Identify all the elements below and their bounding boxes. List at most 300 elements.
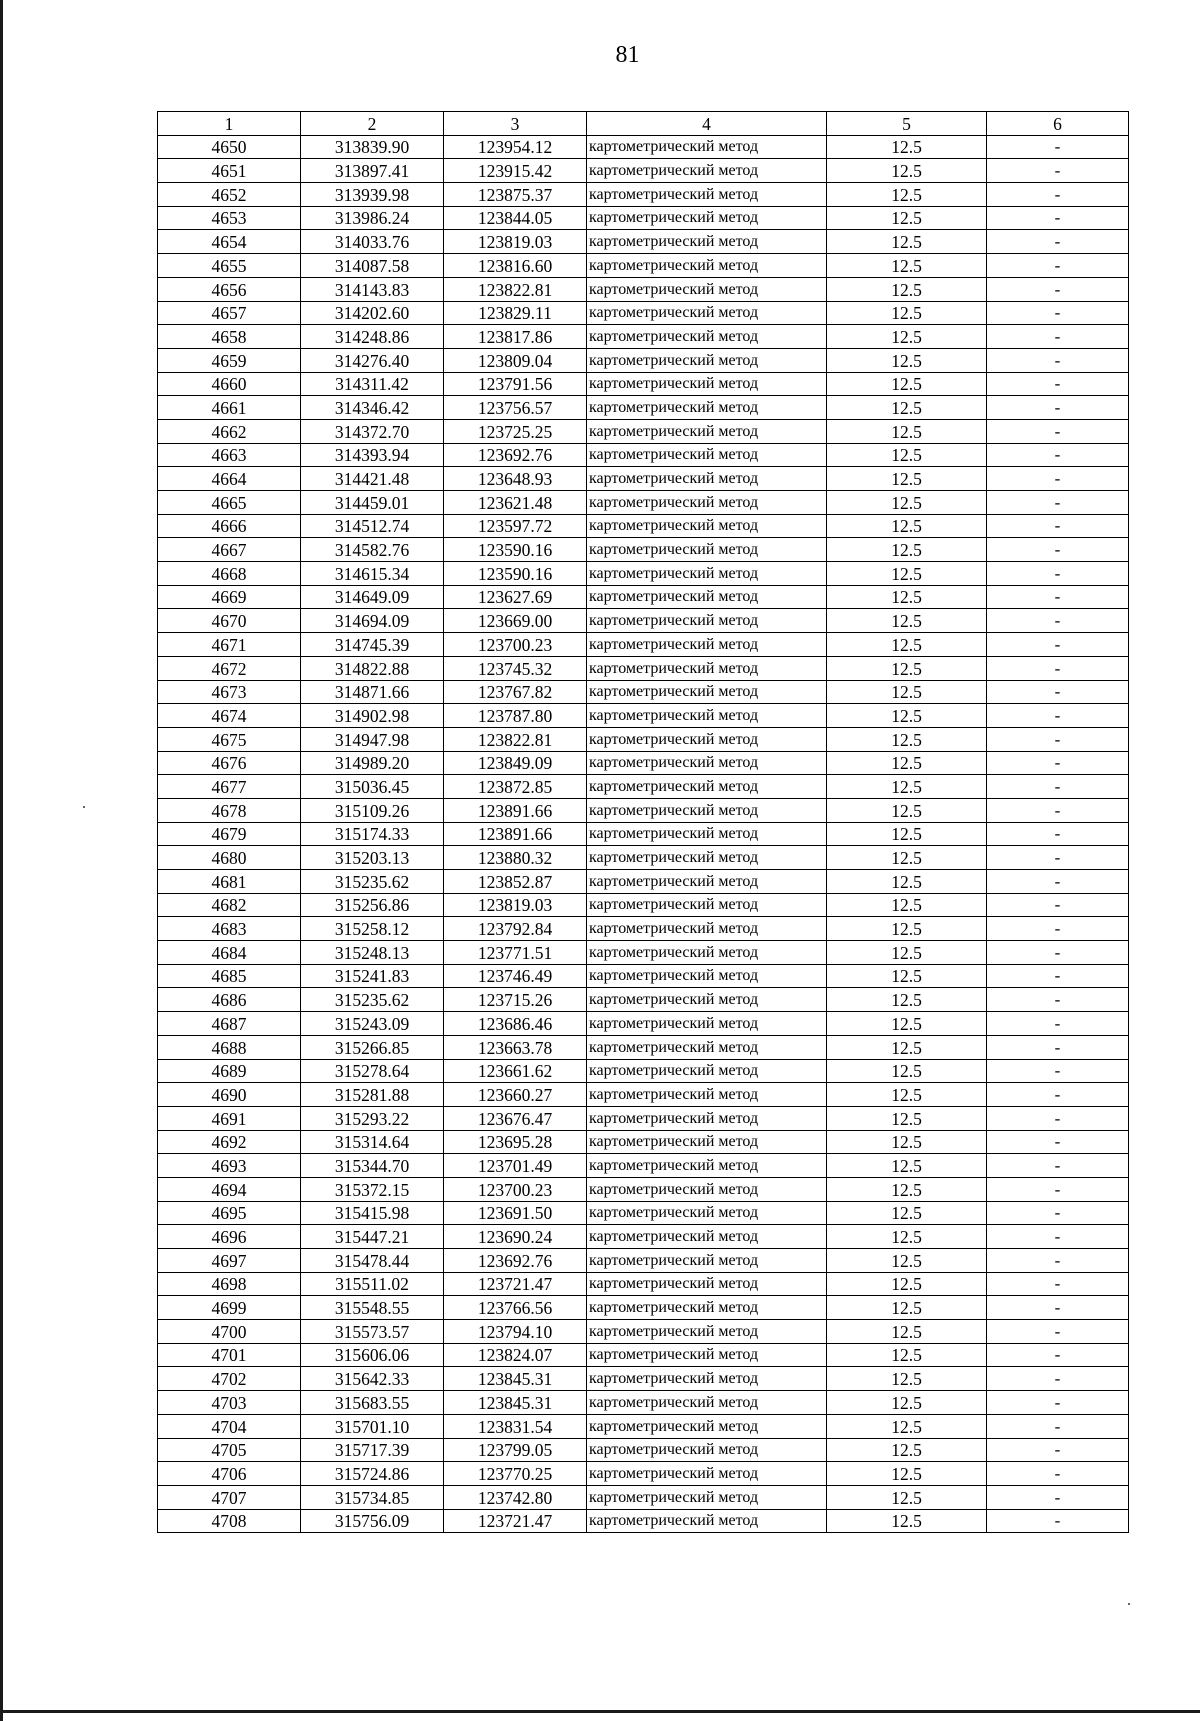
cell-method: картометрический метод [587,822,827,846]
cell-x-coordinate: 315372.15 [301,1177,444,1201]
cell-y-coordinate: 123816.60 [444,254,587,278]
cell-method: картометрический метод [587,1343,827,1367]
cell-description: - [987,325,1129,349]
cell-accuracy: 12.5 [827,562,987,586]
cell-accuracy: 12.5 [827,893,987,917]
cell-x-coordinate: 315293.22 [301,1106,444,1130]
scan-left-edge [0,0,3,1721]
cell-y-coordinate: 123692.76 [444,443,587,467]
cell-x-coordinate: 315642.33 [301,1367,444,1391]
cell-y-coordinate: 123829.11 [444,301,587,325]
cell-accuracy: 12.5 [827,1059,987,1083]
cell-description: - [987,1462,1129,1486]
cell-y-coordinate: 123746.49 [444,964,587,988]
cell-accuracy: 12.5 [827,1201,987,1225]
table-row [158,206,1129,230]
cell-method: картометрический метод [587,680,827,704]
cell-point-number: 4664 [158,467,301,491]
cell-method: картометрический метод [587,1201,827,1225]
cell-accuracy: 12.5 [827,206,987,230]
cell-description: - [987,443,1129,467]
cell-method: картометрический метод [587,609,827,633]
table-row [158,964,1129,988]
cell-description: - [987,1083,1129,1107]
table-row [158,751,1129,775]
cell-y-coordinate: 123663.78 [444,1035,587,1059]
cell-method: картометрический метод [587,1462,827,1486]
cell-description: - [987,917,1129,941]
cell-method: картометрический метод [587,1059,827,1083]
column-header-x-coordinate: 2 [301,112,444,136]
table-row [158,491,1129,515]
cell-description: - [987,1367,1129,1391]
cell-y-coordinate: 123721.47 [444,1509,587,1533]
cell-x-coordinate: 315701.10 [301,1414,444,1438]
cell-method: картометрический метод [587,443,827,467]
cell-description: - [987,798,1129,822]
cell-description: - [987,656,1129,680]
cell-x-coordinate: 314871.66 [301,680,444,704]
cell-accuracy: 12.5 [827,159,987,183]
cell-description: - [987,1343,1129,1367]
cell-y-coordinate: 123590.16 [444,562,587,586]
cell-accuracy: 12.5 [827,680,987,704]
cell-y-coordinate: 123822.81 [444,277,587,301]
cell-point-number: 4674 [158,704,301,728]
table-row [158,798,1129,822]
cell-x-coordinate: 315717.39 [301,1438,444,1462]
cell-y-coordinate: 123844.05 [444,206,587,230]
table-row [158,419,1129,443]
cell-y-coordinate: 123849.09 [444,751,587,775]
cell-method: картометрический метод [587,917,827,941]
cell-description: - [987,727,1129,751]
page-number: 81 [615,42,640,68]
cell-x-coordinate: 314582.76 [301,538,444,562]
cell-y-coordinate: 123819.03 [444,893,587,917]
table-row [158,1367,1129,1391]
cell-method: картометрический метод [587,1035,827,1059]
cell-y-coordinate: 123756.57 [444,396,587,420]
cell-method: картометрический метод [587,1509,827,1533]
column-header-accuracy: 5 [827,112,987,136]
cell-point-number: 4665 [158,491,301,515]
cell-y-coordinate: 123845.31 [444,1391,587,1415]
cell-x-coordinate: 315203.13 [301,846,444,870]
cell-accuracy: 12.5 [827,1438,987,1462]
cell-description: - [987,135,1129,159]
cell-x-coordinate: 315256.86 [301,893,444,917]
cell-accuracy: 12.5 [827,1485,987,1509]
cell-x-coordinate: 314248.86 [301,325,444,349]
cell-point-number: 4702 [158,1367,301,1391]
cell-x-coordinate: 315573.57 [301,1320,444,1344]
cell-point-number: 4707 [158,1485,301,1509]
cell-x-coordinate: 314372.70 [301,419,444,443]
cell-method: картометрический метод [587,491,827,515]
cell-y-coordinate: 123872.85 [444,775,587,799]
cell-y-coordinate: 123771.51 [444,941,587,965]
column-header-description: 6 [987,112,1129,136]
cell-method: картометрический метод [587,1320,827,1344]
cell-y-coordinate: 123852.87 [444,870,587,894]
table-body [158,135,1129,1533]
cell-accuracy: 12.5 [827,1320,987,1344]
cell-method: картометрический метод [587,348,827,372]
cell-method: картометрический метод [587,514,827,538]
table-row [158,846,1129,870]
cell-y-coordinate: 123824.07 [444,1343,587,1367]
cell-x-coordinate: 315174.33 [301,822,444,846]
cell-method: картометрический метод [587,1012,827,1036]
cell-y-coordinate: 123676.47 [444,1106,587,1130]
cell-y-coordinate: 123745.32 [444,656,587,680]
cell-x-coordinate: 315756.09 [301,1509,444,1533]
cell-point-number: 4699 [158,1296,301,1320]
cell-point-number: 4655 [158,254,301,278]
cell-accuracy: 12.5 [827,491,987,515]
column-header-point-number: 1 [158,112,301,136]
cell-y-coordinate: 123690.24 [444,1225,587,1249]
cell-description: - [987,1059,1129,1083]
cell-point-number: 4660 [158,372,301,396]
cell-y-coordinate: 123686.46 [444,1012,587,1036]
cell-x-coordinate: 315606.06 [301,1343,444,1367]
cell-accuracy: 12.5 [827,538,987,562]
cell-y-coordinate: 123767.82 [444,680,587,704]
cell-method: картометрический метод [587,727,827,751]
cell-description: - [987,230,1129,254]
cell-point-number: 4681 [158,870,301,894]
cell-method: картометрический метод [587,206,827,230]
cell-method: картометрический метод [587,941,827,965]
cell-point-number: 4690 [158,1083,301,1107]
scan-bottom-edge [0,1710,1200,1713]
cell-description: - [987,870,1129,894]
cell-method: картометрический метод [587,1272,827,1296]
cell-method: картометрический метод [587,870,827,894]
cell-description: - [987,301,1129,325]
cell-method: картометрический метод [587,656,827,680]
cell-accuracy: 12.5 [827,1367,987,1391]
cell-x-coordinate: 315548.55 [301,1296,444,1320]
table-row [158,1391,1129,1415]
cell-accuracy: 12.5 [827,798,987,822]
table-row [158,1177,1129,1201]
table-row [158,443,1129,467]
cell-y-coordinate: 123809.04 [444,348,587,372]
table-row [158,1509,1129,1533]
cell-x-coordinate: 315248.13 [301,941,444,965]
table-row [158,1012,1129,1036]
cell-description: - [987,254,1129,278]
cell-point-number: 4673 [158,680,301,704]
cell-method: картометрический метод [587,585,827,609]
cell-accuracy: 12.5 [827,704,987,728]
cell-description: - [987,1225,1129,1249]
table-row [158,941,1129,965]
cell-y-coordinate: 123701.49 [444,1154,587,1178]
cell-x-coordinate: 315278.64 [301,1059,444,1083]
cell-accuracy: 12.5 [827,1035,987,1059]
cell-method: картометрический метод [587,301,827,325]
table-row [158,704,1129,728]
cell-x-coordinate: 314947.98 [301,727,444,751]
cell-description: - [987,1130,1129,1154]
cell-point-number: 4650 [158,135,301,159]
cell-point-number: 4657 [158,301,301,325]
cell-description: - [987,1485,1129,1509]
cell-x-coordinate: 315734.85 [301,1485,444,1509]
cell-x-coordinate: 315258.12 [301,917,444,941]
cell-y-coordinate: 123831.54 [444,1414,587,1438]
cell-method: картометрический метод [587,1438,827,1462]
table-row [158,348,1129,372]
table-row [158,893,1129,917]
cell-y-coordinate: 123695.28 [444,1130,587,1154]
table-row [158,633,1129,657]
cell-point-number: 4661 [158,396,301,420]
cell-x-coordinate: 313986.24 [301,206,444,230]
cell-description: - [987,1177,1129,1201]
table-row [158,727,1129,751]
cell-y-coordinate: 123692.76 [444,1249,587,1273]
cell-accuracy: 12.5 [827,1272,987,1296]
cell-x-coordinate: 314694.09 [301,609,444,633]
table-row [158,585,1129,609]
cell-x-coordinate: 315235.62 [301,988,444,1012]
cell-x-coordinate: 313839.90 [301,135,444,159]
cell-method: картометрический метод [587,1367,827,1391]
cell-description: - [987,206,1129,230]
cell-accuracy: 12.5 [827,917,987,941]
cell-point-number: 4687 [158,1012,301,1036]
cell-accuracy: 12.5 [827,419,987,443]
cell-y-coordinate: 123817.86 [444,325,587,349]
cell-description: - [987,1035,1129,1059]
cell-x-coordinate: 314822.88 [301,656,444,680]
cell-description: - [987,964,1129,988]
cell-point-number: 4703 [158,1391,301,1415]
cell-accuracy: 12.5 [827,1296,987,1320]
table-row [158,1083,1129,1107]
scan-speck [1128,1603,1130,1605]
cell-point-number: 4692 [158,1130,301,1154]
cell-y-coordinate: 123822.81 [444,727,587,751]
cell-point-number: 4682 [158,893,301,917]
cell-accuracy: 12.5 [827,1130,987,1154]
cell-accuracy: 12.5 [827,348,987,372]
table-row [158,301,1129,325]
cell-y-coordinate: 123627.69 [444,585,587,609]
cell-accuracy: 12.5 [827,870,987,894]
cell-description: - [987,941,1129,965]
cell-point-number: 4704 [158,1414,301,1438]
coordinates-table [157,111,1129,1533]
cell-accuracy: 12.5 [827,846,987,870]
cell-x-coordinate: 315724.86 [301,1462,444,1486]
cell-method: картометрический метод [587,254,827,278]
cell-method: картометрический метод [587,1296,827,1320]
cell-point-number: 4679 [158,822,301,846]
table-row [158,1059,1129,1083]
cell-x-coordinate: 314421.48 [301,467,444,491]
cell-point-number: 4651 [158,159,301,183]
cell-point-number: 4684 [158,941,301,965]
cell-description: - [987,988,1129,1012]
cell-point-number: 4669 [158,585,301,609]
cell-accuracy: 12.5 [827,775,987,799]
cell-description: - [987,1320,1129,1344]
cell-point-number: 4706 [158,1462,301,1486]
cell-point-number: 4688 [158,1035,301,1059]
cell-accuracy: 12.5 [827,372,987,396]
cell-y-coordinate: 123648.93 [444,467,587,491]
cell-description: - [987,893,1129,917]
cell-accuracy: 12.5 [827,1225,987,1249]
table-row [158,183,1129,207]
table-row [158,325,1129,349]
cell-description: - [987,419,1129,443]
cell-y-coordinate: 123721.47 [444,1272,587,1296]
cell-point-number: 4663 [158,443,301,467]
cell-method: картометрический метод [587,1391,827,1415]
cell-y-coordinate: 123845.31 [444,1367,587,1391]
table-row [158,609,1129,633]
scan-speck [83,806,85,808]
cell-y-coordinate: 123875.37 [444,183,587,207]
cell-x-coordinate: 315109.26 [301,798,444,822]
cell-description: - [987,1249,1129,1273]
cell-description: - [987,751,1129,775]
cell-method: картометрический метод [587,798,827,822]
cell-description: - [987,348,1129,372]
cell-method: картометрический метод [587,775,827,799]
cell-accuracy: 12.5 [827,1106,987,1130]
cell-point-number: 4671 [158,633,301,657]
table-row [158,1130,1129,1154]
cell-accuracy: 12.5 [827,514,987,538]
cell-method: картометрический метод [587,633,827,657]
cell-method: картометрический метод [587,1414,827,1438]
cell-method: картометрический метод [587,964,827,988]
cell-accuracy: 12.5 [827,325,987,349]
cell-point-number: 4662 [158,419,301,443]
cell-description: - [987,1154,1129,1178]
cell-accuracy: 12.5 [827,1012,987,1036]
cell-x-coordinate: 314989.20 [301,751,444,775]
table-row [158,822,1129,846]
cell-description: - [987,585,1129,609]
cell-method: картометрический метод [587,230,827,254]
cell-y-coordinate: 123725.25 [444,419,587,443]
cell-x-coordinate: 315314.64 [301,1130,444,1154]
cell-x-coordinate: 315478.44 [301,1249,444,1273]
cell-description: - [987,609,1129,633]
cell-accuracy: 12.5 [827,1509,987,1533]
cell-x-coordinate: 315344.70 [301,1154,444,1178]
cell-description: - [987,1106,1129,1130]
cell-accuracy: 12.5 [827,1177,987,1201]
cell-method: картометрический метод [587,419,827,443]
cell-x-coordinate: 315281.88 [301,1083,444,1107]
cell-y-coordinate: 123715.26 [444,988,587,1012]
cell-method: картометрический метод [587,159,827,183]
cell-method: картометрический метод [587,1249,827,1273]
cell-y-coordinate: 123770.25 [444,1462,587,1486]
cell-x-coordinate: 314276.40 [301,348,444,372]
cell-point-number: 4705 [158,1438,301,1462]
cell-accuracy: 12.5 [827,1343,987,1367]
cell-point-number: 4677 [158,775,301,799]
cell-method: картометрический метод [587,325,827,349]
cell-y-coordinate: 123880.32 [444,846,587,870]
cell-x-coordinate: 315235.62 [301,870,444,894]
cell-point-number: 4656 [158,277,301,301]
cell-description: - [987,1391,1129,1415]
table-row [158,1106,1129,1130]
column-header-y-coordinate: 3 [444,112,587,136]
cell-description: - [987,1414,1129,1438]
cell-y-coordinate: 123799.05 [444,1438,587,1462]
cell-accuracy: 12.5 [827,1083,987,1107]
cell-y-coordinate: 123787.80 [444,704,587,728]
cell-method: картометрический метод [587,1485,827,1509]
cell-point-number: 4654 [158,230,301,254]
cell-accuracy: 12.5 [827,1249,987,1273]
cell-accuracy: 12.5 [827,656,987,680]
cell-accuracy: 12.5 [827,988,987,1012]
cell-accuracy: 12.5 [827,443,987,467]
cell-method: картометрический метод [587,893,827,917]
cell-point-number: 4667 [158,538,301,562]
cell-point-number: 4652 [158,183,301,207]
cell-method: картометрический метод [587,751,827,775]
cell-accuracy: 12.5 [827,633,987,657]
cell-y-coordinate: 123621.48 [444,491,587,515]
cell-method: картометрический метод [587,277,827,301]
cell-point-number: 4658 [158,325,301,349]
table-row [158,1272,1129,1296]
table-row [158,230,1129,254]
table-row [158,538,1129,562]
cell-x-coordinate: 315415.98 [301,1201,444,1225]
cell-x-coordinate: 315243.09 [301,1012,444,1036]
cell-point-number: 4698 [158,1272,301,1296]
cell-x-coordinate: 314393.94 [301,443,444,467]
cell-accuracy: 12.5 [827,727,987,751]
cell-description: - [987,680,1129,704]
cell-x-coordinate: 315266.85 [301,1035,444,1059]
cell-y-coordinate: 123597.72 [444,514,587,538]
table-row [158,1485,1129,1509]
cell-x-coordinate: 315036.45 [301,775,444,799]
cell-point-number: 4685 [158,964,301,988]
cell-method: картометрический метод [587,1177,827,1201]
cell-point-number: 4697 [158,1249,301,1273]
cell-point-number: 4670 [158,609,301,633]
cell-point-number: 4689 [158,1059,301,1083]
table-row [158,1035,1129,1059]
cell-method: картометрический метод [587,467,827,491]
cell-description: - [987,277,1129,301]
table-row [158,1249,1129,1273]
table-header-row [158,112,1129,136]
cell-method: картометрический метод [587,538,827,562]
cell-point-number: 4680 [158,846,301,870]
table-row [158,1320,1129,1344]
cell-point-number: 4683 [158,917,301,941]
